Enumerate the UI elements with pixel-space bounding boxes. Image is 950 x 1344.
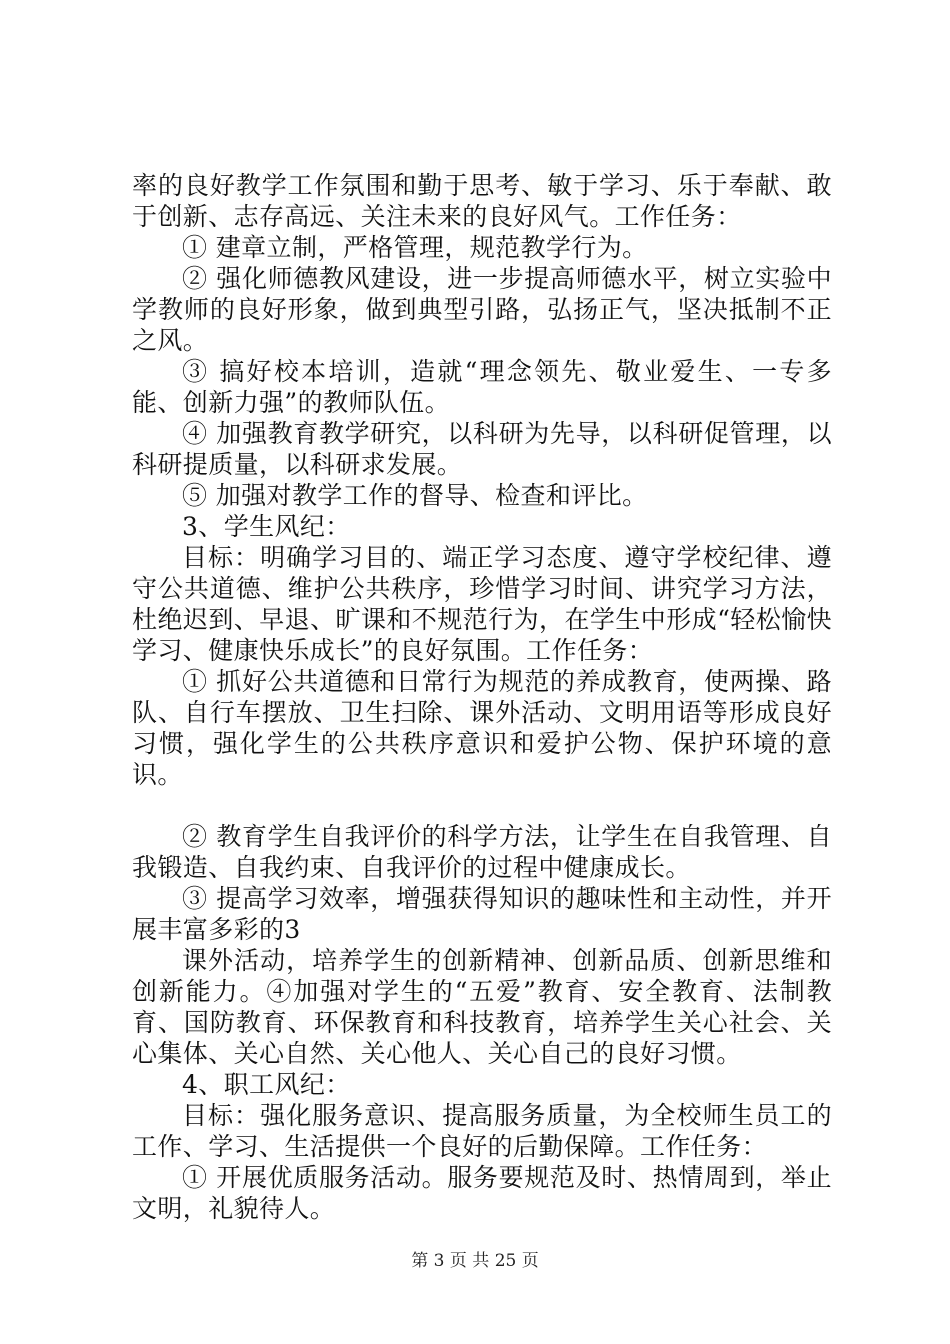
paragraph-staff-task-1: ① 开展优质服务活动。服务要规范及时、热情周到，举止文明，礼貌待人。: [132, 1163, 832, 1223]
paragraph-student-task-3: ③ 提高学习效率，增强获得知识的趣味性和主动性，并开展丰富多彩的3: [132, 884, 832, 944]
page-number-footer: 第 3 页 共 25 页: [411, 1251, 539, 1271]
paragraph-staff-goal: 目标：强化服务意识、提高服务质量，为全校师生员工的工作、学习、生活提供一个良好的后勤保障。工作任务：: [132, 1101, 832, 1161]
document-body: [132, 170, 832, 1224]
paragraph-task-1: ① 建章立制，严格管理，规范教学行为。: [182, 233, 648, 262]
paragraph-student-task-1: ① 抓好公共道德和日常行为规范的养成教育，使两操、路队、自行车摆放、卫生扫除、课外活动、文明用语等形成良好习惯，强化学生的公共秩序意识和爱护公物、保护环境的意识。: [132, 667, 832, 789]
blank-line: [132, 790, 832, 821]
paragraph-intro: 率的良好教学工作氛围和勤于思考、敏于学习、乐于奉献、敢于创新、志存高远、关注未来的良好风气。工作任务：: [132, 171, 832, 231]
paragraph-task-3: ③ 搞好校本培训，造就“理念领先、敬业爱生、一专多能、创新力强”的教师队伍。: [132, 357, 832, 417]
paragraph-student-task-3-continued: 课外活动，培养学生的创新精神、创新品质、创新思维和创新能力。④加强对学生的“五爱”教育、安全教育、法制教育、国防教育、环保教育和科技教育，培养学生关心社会、关心集体、关心自然、关心他人、关心自己的良好习惯。: [132, 946, 832, 1068]
paragraph-student-goal: 目标：明确学习目的、端正学习态度、遵守学校纪律、遵守公共道德、维护公共秩序，珍惜学习时间、讲究学习方法，杜绝迟到、早退、旷课和不规范行为，在学生中形成“轻松愉快学习、健康快乐成长”的良好氛围。工作任务：: [132, 543, 832, 665]
paragraph-task-2: ② 强化师德教风建设，进一步提高师德水平，树立实验中学教师的良好形象，做到典型引路，弘扬正气，坚决抵制不正之风。: [132, 264, 832, 355]
section-heading-student-discipline: 3、学生风纪：: [182, 512, 351, 541]
paragraph-student-task-2: ② 教育学生自我评价的科学方法，让学生在自我管理、自我锻造、自我约束、自我评价的过程中健康成长。: [132, 822, 832, 882]
paragraph-task-4: ④ 加强教育教学研究，以科研为先导，以科研促管理，以科研提质量，以科研求发展。: [132, 419, 832, 479]
paragraph-task-5: ⑤ 加强对教学工作的督导、检查和评比。: [182, 481, 648, 510]
section-heading-staff-discipline: 4、职工风纪：: [182, 1070, 351, 1099]
